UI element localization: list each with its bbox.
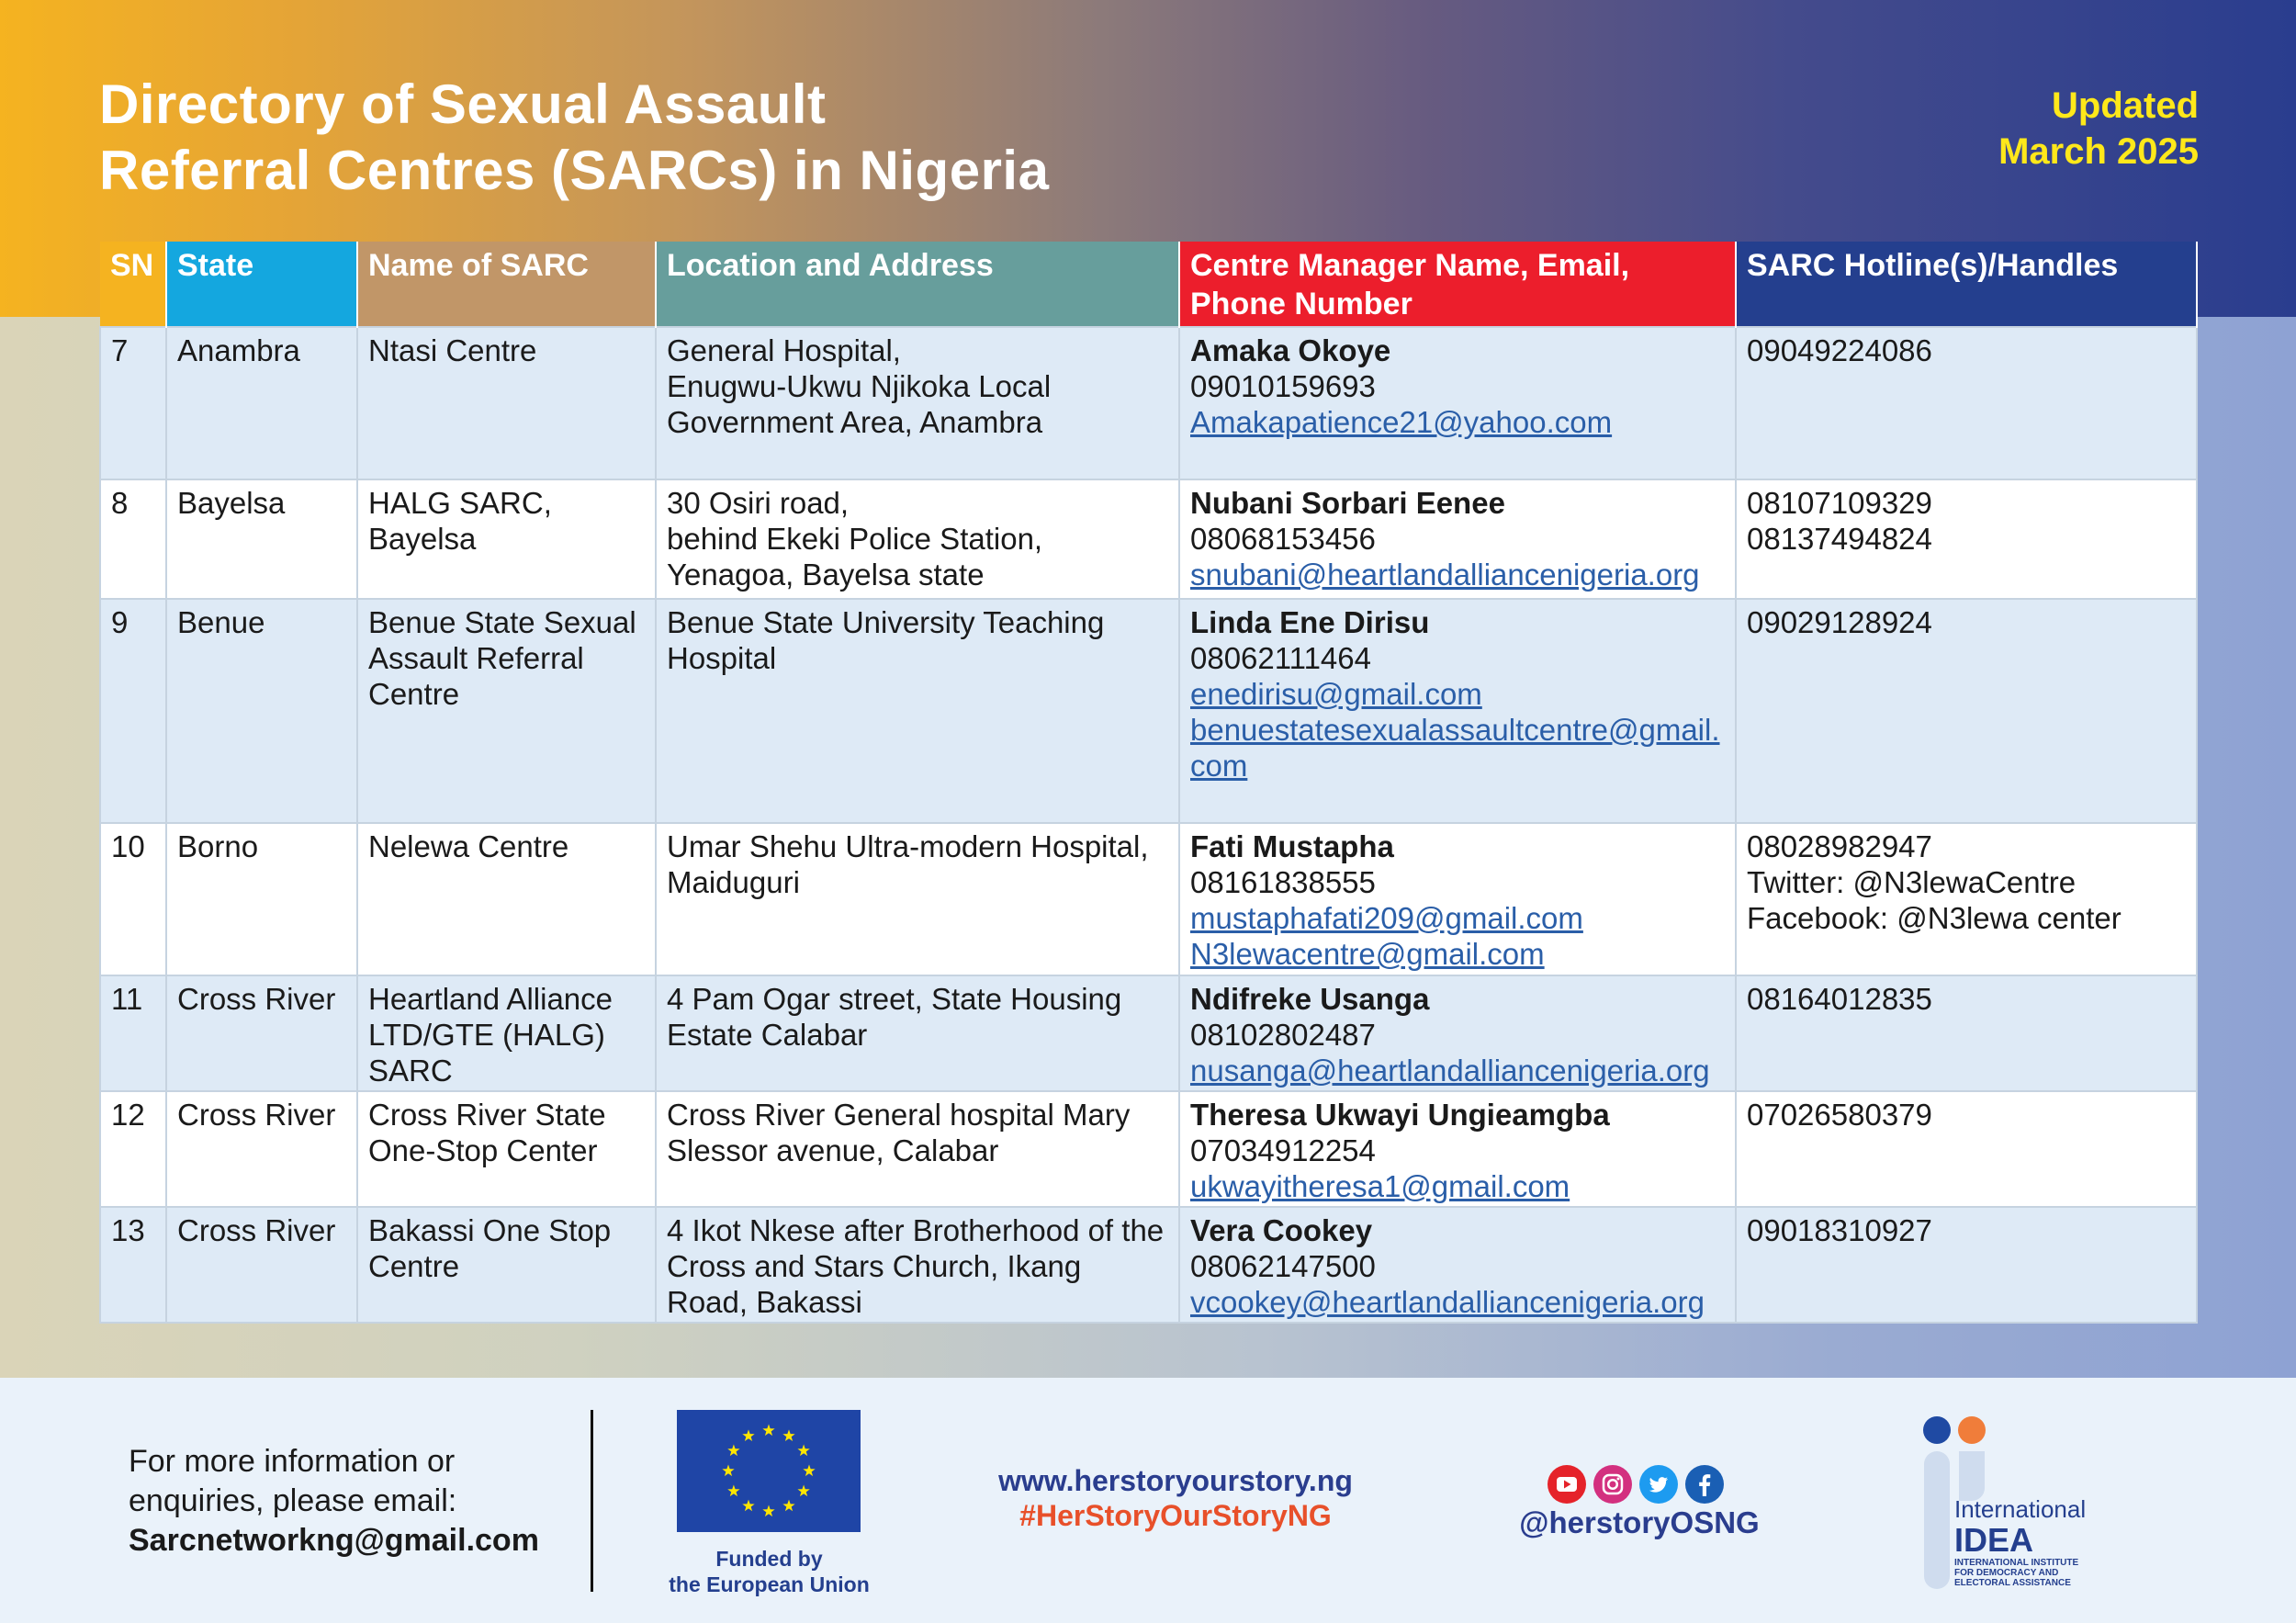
manager-phone: 08062147500 (1190, 1249, 1376, 1283)
cell-location: 4 Ikot Nkese after Brotherhood of the Cross and Stars Church, Ikang Road, Bakassi (656, 1207, 1179, 1323)
cell-hotline: 08107109329 08137494824 (1736, 479, 2197, 599)
idea-acronym: IDEA (1954, 1521, 2034, 1559)
cell-location: Cross River General hospital Mary Slessor avenue, Calabar (656, 1091, 1179, 1207)
cell-state: Bayelsa (166, 479, 357, 599)
manager-email-link[interactable]: snubani@heartlandalliancenigeria.org (1190, 558, 1700, 592)
cell-location: Umar Shehu Ultra-modern Hospital, Maiduguri (656, 823, 1179, 975)
column-header-location: Location and Address (656, 242, 1179, 327)
cell-name: Ntasi Centre (357, 327, 656, 479)
manager-email-link[interactable]: Amakapatience21@yahoo.com (1190, 405, 1613, 439)
contact-line-2: enquiries, please email: (129, 1483, 457, 1518)
cell-sn: 13 (100, 1207, 166, 1323)
website-link[interactable]: www.herstoryourstory.ng (998, 1464, 1353, 1497)
eu-funded-by: Funded by (715, 1547, 823, 1571)
eu-flag-icon (677, 1410, 861, 1532)
manager-phone: 08161838555 (1190, 865, 1376, 899)
cell-location: 30 Osiri road, behind Ekeki Police Station, Yenagoa, Bayelsa state (656, 479, 1179, 599)
instagram-icon[interactable] (1593, 1465, 1632, 1504)
manager-phone: 07034912254 (1190, 1133, 1376, 1167)
cell-sn: 10 (100, 823, 166, 975)
idea-subtitle: INTERNATIONAL INSTITUTE FOR DEMOCRACY AND ELECTORAL ASSISTANCE (1954, 1558, 2079, 1588)
table-header-row (100, 242, 2197, 327)
column-header-manager: Centre Manager Name, Email, Phone Number (1179, 242, 1736, 327)
manager-name: Amaka Okoye (1190, 333, 1391, 367)
cell-sn: 12 (100, 1091, 166, 1207)
footer-divider (591, 1410, 593, 1592)
manager-email-link[interactable]: nusanga@heartlandalliancenigeria.org (1190, 1054, 1710, 1088)
youtube-icon[interactable] (1548, 1465, 1586, 1504)
cell-sn: 9 (100, 599, 166, 823)
cell-state: Anambra (166, 327, 357, 479)
cell-manager (1179, 599, 1736, 823)
manager-phone: 09010159693 (1190, 369, 1376, 403)
manager-name: Nubani Sorbari Eenee (1190, 486, 1505, 520)
facebook-icon[interactable] (1685, 1465, 1724, 1504)
updated-label: Updated (2052, 85, 2199, 126)
hashtag: #HerStoryOurStoryNG (1019, 1499, 1332, 1532)
manager-phone: 08102802487 (1190, 1018, 1376, 1052)
social-handle[interactable]: @herstoryOSNG (1519, 1505, 1760, 1539)
footer-contact (129, 1442, 539, 1561)
cell-location: Benue State University Teaching Hospital (656, 599, 1179, 823)
cell-sn: 8 (100, 479, 166, 599)
cell-hotline: 09029128924 (1736, 599, 2197, 823)
cell-manager (1179, 975, 1736, 1091)
manager-phone: 08062111464 (1190, 641, 1371, 675)
cell-name: Benue State Sexual Assault Referral Centre (357, 599, 656, 823)
manager-email-link[interactable]: N3lewacentre@gmail.com (1190, 937, 1545, 971)
column-header-hotline: SARC Hotline(s)/Handles (1736, 242, 2197, 327)
updated-date (1998, 83, 2199, 175)
cell-name: HALG SARC, Bayelsa (357, 479, 656, 599)
cell-manager (1179, 327, 1736, 479)
cell-hotline: 07026580379 (1736, 1091, 2197, 1207)
title-line-2: Referral Centres (SARCs) in Nigeria (99, 140, 1050, 201)
cell-sn: 7 (100, 327, 166, 479)
cell-hotline: 09018310927 (1736, 1207, 2197, 1323)
social-icons (1548, 1465, 1724, 1504)
manager-email-link[interactable]: ukwayitheresa1@gmail.com (1190, 1169, 1570, 1203)
cell-name: Heartland Alliance LTD/GTE (HALG) SARC (357, 975, 656, 1091)
table-row (100, 327, 2197, 479)
cell-state: Benue (166, 599, 357, 823)
cell-manager (1179, 1091, 1736, 1207)
column-header-state: State (166, 242, 357, 327)
table-row (100, 1207, 2197, 1323)
table-body (100, 327, 2197, 1323)
cell-sn: 11 (100, 975, 166, 1091)
manager-email-link[interactable]: vcookey@heartlandalliancenigeria.org (1190, 1285, 1705, 1319)
table-row (100, 1091, 2197, 1207)
cell-manager (1179, 1207, 1736, 1323)
eu-funding-label (634, 1546, 905, 1597)
manager-email-link[interactable]: benuestatesexualassaultcentre@gmail.com (1190, 713, 1720, 783)
contact-email[interactable]: Sarcnetworkng@gmail.com (129, 1523, 539, 1558)
manager-name: Theresa Ukwayi Ungieamgba (1190, 1098, 1610, 1132)
page-title (99, 72, 1049, 204)
manager-name: Ndifreke Usanga (1190, 982, 1430, 1016)
manager-name: Vera Cookey (1190, 1213, 1373, 1247)
manager-email-link[interactable]: enedirisu@gmail.com (1190, 677, 1482, 711)
eu-name: the European Union (669, 1572, 870, 1596)
updated-month: March 2025 (1998, 131, 2199, 172)
table-row (100, 975, 2197, 1091)
cell-name: Bakassi One Stop Centre (357, 1207, 656, 1323)
manager-name: Fati Mustapha (1190, 829, 1394, 863)
cell-state: Cross River (166, 975, 357, 1091)
cell-manager (1179, 823, 1736, 975)
cell-hotline: 09049224086 (1736, 327, 2197, 479)
cell-name: Nelewa Centre (357, 823, 656, 975)
column-header-sn: SN (100, 242, 166, 327)
cell-state: Cross River (166, 1091, 357, 1207)
twitter-icon[interactable] (1639, 1465, 1678, 1504)
manager-email-link[interactable]: mustaphafati209@gmail.com (1190, 901, 1583, 935)
table-row (100, 599, 2197, 823)
column-header-name: Name of SARC (357, 242, 656, 327)
sarc-directory-table (99, 242, 2198, 1324)
cell-manager (1179, 479, 1736, 599)
title-line-1: Directory of Sexual Assault (99, 73, 827, 135)
cell-location: General Hospital, Enugwu-Ukwu Njikoka Local Government Area, Anambra (656, 327, 1179, 479)
cell-hotline: 08164012835 (1736, 975, 2197, 1091)
manager-phone: 08068153456 (1190, 522, 1376, 556)
table-row (100, 479, 2197, 599)
cell-hotline: 08028982947 Twitter: @N3lewaCentre Facebook: @N3lewa center (1736, 823, 2197, 975)
contact-line-1: For more information or (129, 1444, 456, 1479)
cell-location: 4 Pam Ogar street, State Housing Estate Calabar (656, 975, 1179, 1091)
cell-state: Cross River (166, 1207, 357, 1323)
table-row (100, 823, 2197, 975)
manager-name: Linda Ene Dirisu (1190, 605, 1430, 639)
cell-state: Borno (166, 823, 357, 975)
idea-international: International (1954, 1495, 2087, 1523)
idea-logo-text (1954, 1495, 2092, 1588)
cell-name: Cross River State One-Stop Center (357, 1091, 656, 1207)
website-block (974, 1463, 1378, 1533)
